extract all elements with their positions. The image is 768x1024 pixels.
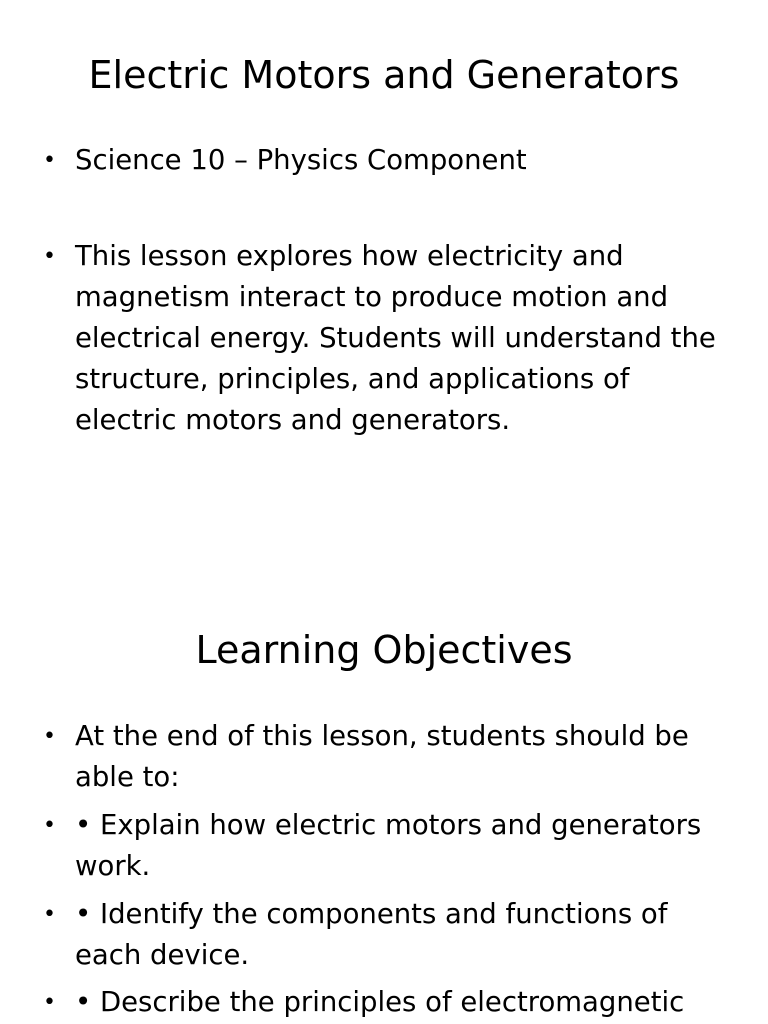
bullet-text: At the end of this lesson, students should be able to: <box>75 720 689 793</box>
slide-title: Electric Motors and Generators <box>88 53 680 97</box>
bullet-icon: • <box>43 902 56 927</box>
bullet-text: • Describe the principles of electromagnetic <box>75 986 685 1018</box>
bullet-item <box>43 805 730 887</box>
slide-title: Learning Objectives <box>195 628 573 672</box>
bullet-icon: • <box>43 813 56 838</box>
bullet-text: This lesson explores how electricity and magnetism interact to produce motion and electrical energy. Students will understand the structure, principles, and applications of electric motors and generators. <box>75 240 716 436</box>
slide-2 <box>0 576 768 1024</box>
bullet-item <box>43 140 730 181</box>
bullet-text: Science 10 – Physics Component <box>75 144 527 176</box>
bullet-text: • Explain how electric motors and generators work. <box>75 809 702 882</box>
bullet-text: • Identify the components and functions of each device. <box>75 898 668 971</box>
bullet-icon: • <box>43 990 56 1015</box>
bullet-icon: • <box>43 244 56 269</box>
bullet-icon: • <box>43 148 56 173</box>
bullet-icon: • <box>43 724 56 749</box>
bullet-item <box>43 236 730 441</box>
bullet-item <box>43 716 730 798</box>
bullet-item <box>43 982 730 1023</box>
bullet-item <box>43 894 730 976</box>
